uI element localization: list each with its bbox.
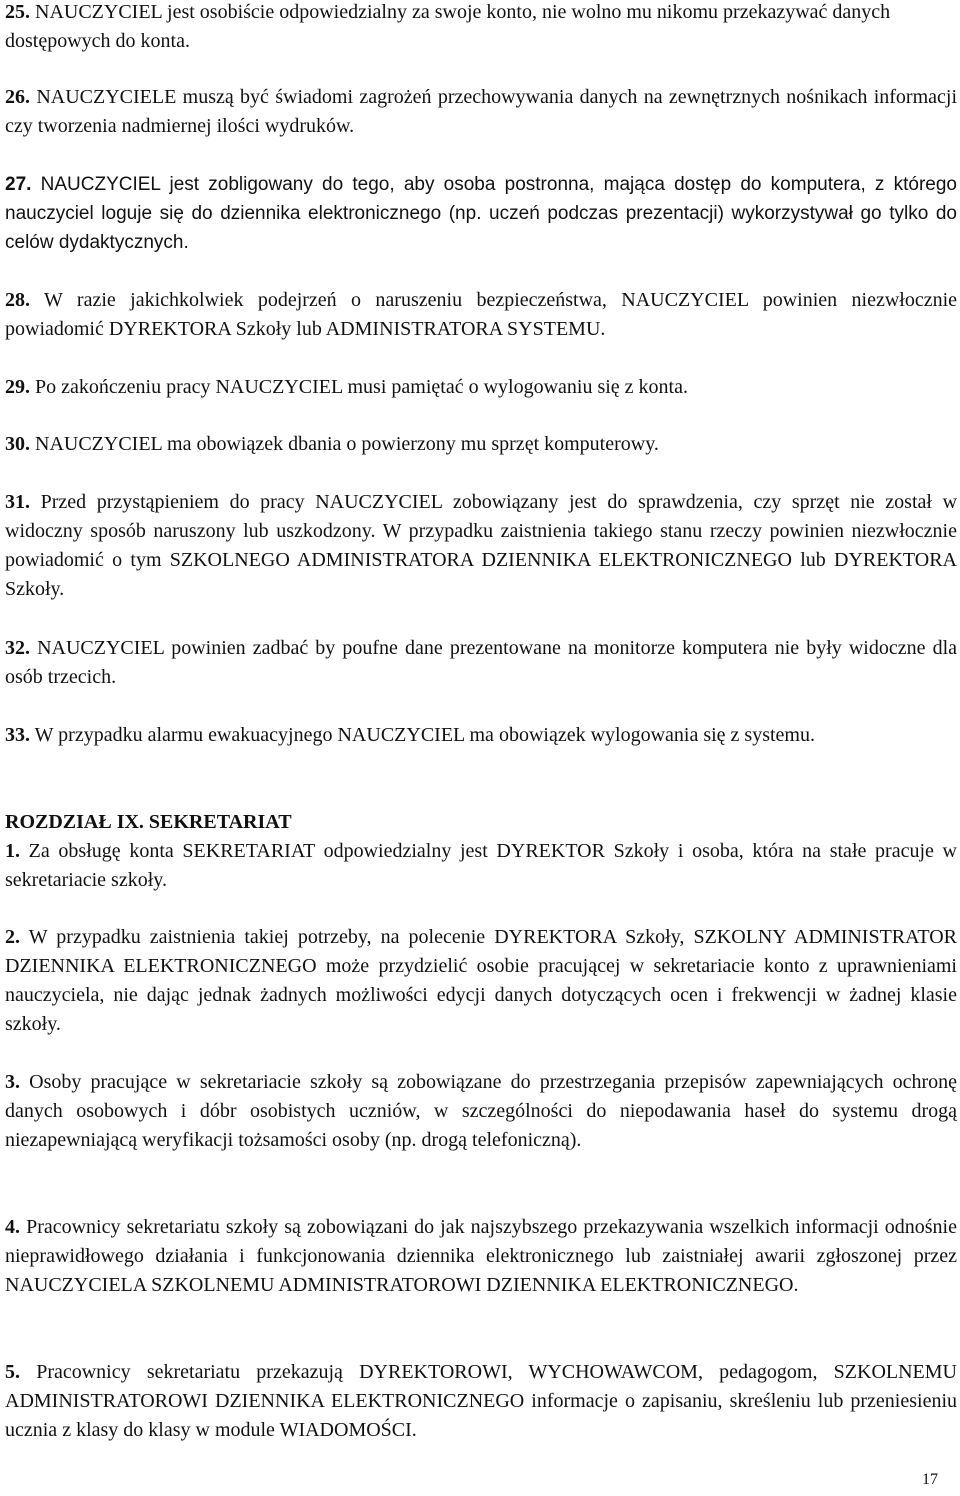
list-item: 28. W razie jakichkolwiek podejrzeń o naruszeniu bezpieczeństwa, NAUCZYCIEL powinien niezwłocznie powiadomić DYREKTORA Szkoły lub ADMINISTRATORA SYSTEMU. [5, 289, 958, 340]
section-heading: ROZDZIAŁ IX. SEKRETARIAT [5, 811, 292, 833]
page-number: 17 [922, 1471, 938, 1488]
list-item: 2. W przypadku zaistnienia takiej potrzeby, na polecenie DYREKTORA Szkoły, SZKOLNY ADMINISTRATOR DZIENNIKA ELEKTRONICZNEGO może przydzielić osobie pracującej w sekretariacie konto z uprawnieniami nauczyciela, nie dając jednak żadnych możliwości edycji danych dotyczących ocen i frekwencji w żadnej klasie szkoły. [5, 926, 957, 1035]
list-item: 1. Za obsługę konta SEKRETARIAT odpowiedzialny jest DYREKTOR Szkoły i osoba, która na stałe pracuje w sekretariacie szkoły. [5, 840, 958, 891]
list-item: 5. Pracownicy sekretariatu przekazują DYREKTOROWI, WYCHOWAWCOM, pedagogom, SZKOLNEMU ADMINISTRATOROWI DZIENNIKA ELEKTRONICZNEGO informacje o zapisaniu, skreśleniu lub przeniesieniu ucznia z klasy do klasy w module WIADOMOŚCI. [5, 1361, 957, 1441]
list-item: 27. NAUCZYCIEL jest zobligowany do tego, aby osoba postronna, mająca dostęp do komputera, z którego nauczyciel loguje się do dziennika elektronicznego (np. uczeń podczas prezentacji) wykorzystywał go tylko do celów dydaktycznych. [5, 174, 958, 253]
list-item: 29. Po zakończeniu pracy NAUCZYCIEL musi pamiętać o wylogowaniu się z konta. [5, 376, 688, 398]
list-item: 26. NAUCZYCIELE muszą być świadomi zagrożeń przechowywania danych na zewnętrznych nośnikach informacji czy tworzenia nadmiernej ilości wydruków. [5, 86, 958, 137]
list-item: 4. Pracownicy sekretariatu szkoły są zobowiązani do jak najszybszego przekazywania wszelkich informacji odnośnie nieprawidłowego działania i funkcjonowania dziennika elektronicznego lub zaistniałej awarii zgłoszonej przez NAUCZYCIELA SZKOLNEMU ADMINISTRATOROWI DZIENNIKA ELEKTRONICZNEGO. [5, 1216, 957, 1296]
list-item: 30. NAUCZYCIEL ma obowiązek dbania o powierzony mu sprzęt komputerowy. [5, 433, 659, 455]
list-item: 25. NAUCZYCIEL jest osobiście odpowiedzialny za swoje konto, nie wolno mu nikomu przekazywać danych dostępowych do konta. [5, 1, 891, 52]
list-item: 3. Osoby pracujące w sekretariacie szkoły są zobowiązane do przestrzegania przepisów zapewniających ochronę danych osobowych i dóbr osobistych uczniów, w szczególności do niepodawania haseł do systemu drogą niezapewniającą weryfikacji tożsamości osoby (np. drogą telefoniczną). [5, 1071, 957, 1151]
list-item: 33. W przypadku alarmu ewakuacyjnego NAUCZYCIEL ma obowiązek wylogowania się z systemu. [5, 724, 815, 746]
list-item: 31. Przed przystąpieniem do pracy NAUCZYCIEL zobowiązany jest do sprawdzenia, czy sprzęt nie został w widoczny sposób naruszony lub uszkodzony. W przypadku zaistnienia takiego stanu rzeczy powinien niezwłocznie powiadomić o tym SZKOLNEGO ADMINISTRATORA DZIENNIKA ELEKTRONICZNEGO lub DYREKTORA Szkoły. [5, 491, 958, 600]
list-item: 32. NAUCZYCIEL powinien zadbać by poufne dane prezentowane na monitorze komputera nie były widoczne dla osób trzecich. [5, 637, 958, 688]
